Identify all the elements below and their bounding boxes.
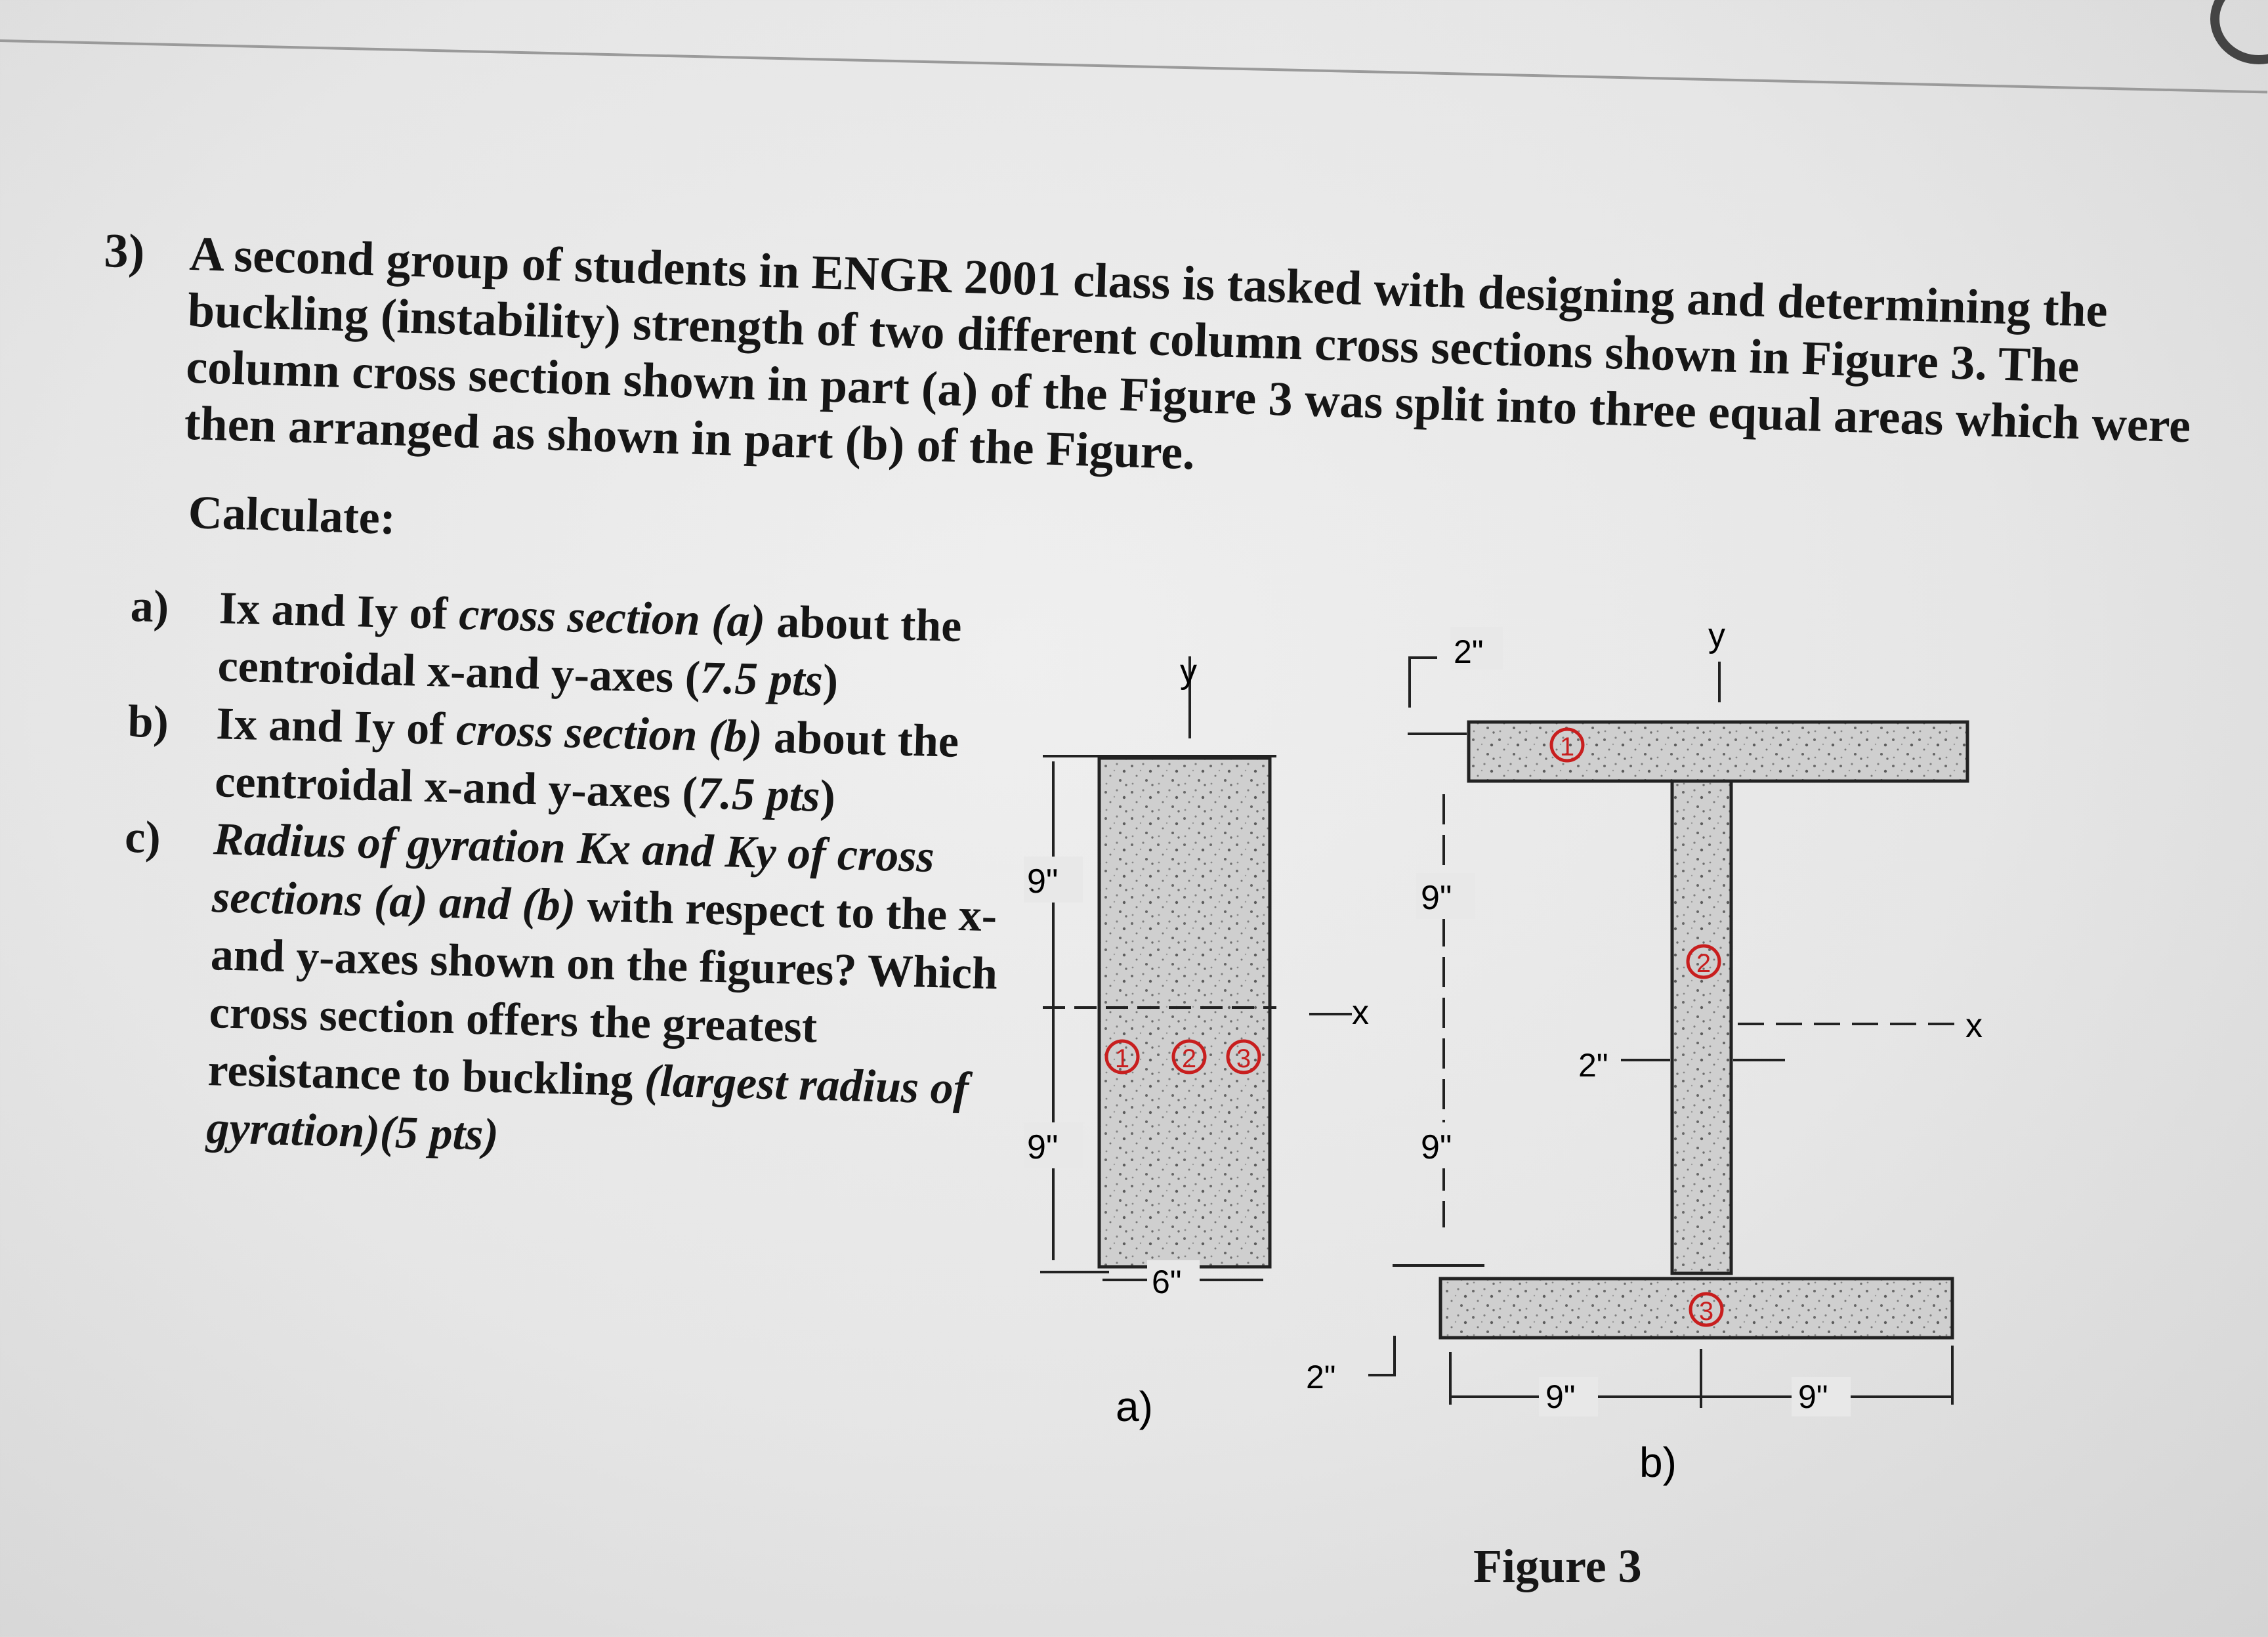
figure-caption: Figure 3 [1473, 1540, 1642, 1592]
extension-line [1410, 658, 1437, 708]
part-end: ) [822, 655, 839, 707]
part-pre: Ix and Iy of [218, 583, 460, 640]
part-italic: cross section (a) [458, 589, 766, 647]
part-points: 7.5 pts [696, 768, 821, 822]
dim-left-half-label: 9" [1545, 1378, 1576, 1415]
bottom-flange [1440, 1279, 1952, 1338]
marker-label: 1 [1114, 1044, 1130, 1073]
dim-width-label: 6" [1152, 1264, 1182, 1300]
dim-top-label: 9" [1027, 862, 1059, 901]
part-post: about the centroidal x-and y-axes ( [214, 712, 959, 819]
part-pre: Ix and Iy of [215, 698, 457, 755]
section-a-label: a) [1116, 1383, 1153, 1430]
web [1672, 781, 1731, 1273]
dim-web-width-label: 2" [1578, 1047, 1608, 1084]
question-text: A second group of students in ENGR 2001 class is tasked with designing and determining the buckling (instability) strength of two different column cross sections shown in Figure 3. The column cross section shown in part (a) of the Figure 3 was split into three equal areas which were then arranged as shown in part (b) of the Figure. [183, 226, 2192, 480]
part-points: 7.5 pts [700, 652, 824, 706]
axis-x-label: x [1965, 1007, 1983, 1045]
part-end: ) [819, 771, 836, 822]
cross-section-b [1306, 616, 1983, 1486]
dim-right-half-label: 9" [1798, 1378, 1828, 1415]
part-label: b) [127, 696, 169, 748]
section-b-label: b) [1639, 1439, 1677, 1486]
marker-label: 2 [1696, 949, 1712, 978]
marker-label: 2 [1181, 1044, 1197, 1073]
axis-y-label: y [1180, 652, 1197, 691]
part-italic: cross section (b) [455, 704, 763, 763]
part-post: about the centroidal x-and y-axes ( [217, 596, 963, 704]
question-number: 3) [103, 223, 146, 279]
section-a-rect [1099, 758, 1270, 1267]
dim-bottom-label: 9" [1027, 1128, 1059, 1166]
part-italic: Radius of gyration Kx and Ky of cross sections (a) and (b) [211, 814, 935, 931]
marker-label: 3 [1236, 1044, 1251, 1073]
top-flange [1469, 722, 1967, 781]
marker-label: 1 [1559, 733, 1575, 761]
extension-line [1368, 1336, 1395, 1375]
part-label: a) [129, 580, 170, 633]
dim-web-upper-label: 9" [1421, 879, 1452, 917]
marker-label: 3 [1698, 1297, 1714, 1326]
part-points: (largest radius of gyration)(5 pts) [205, 1055, 969, 1160]
cross-section-a [1024, 652, 1369, 1430]
calculate-label: Calculate: [187, 485, 396, 545]
dim-web-lower-label: 9" [1421, 1128, 1452, 1166]
dim-flange-top-label: 2" [1454, 633, 1484, 670]
axis-y-label: y [1708, 616, 1725, 654]
axis-x-label: x [1352, 994, 1369, 1032]
part-post: with respect to the x-and y-axes shown on the figures? Which cross section offers the greatest resistance to buckling [207, 880, 998, 1107]
dim-flange-bottom-label: 2" [1306, 1359, 1336, 1395]
part-label: c) [124, 811, 161, 864]
